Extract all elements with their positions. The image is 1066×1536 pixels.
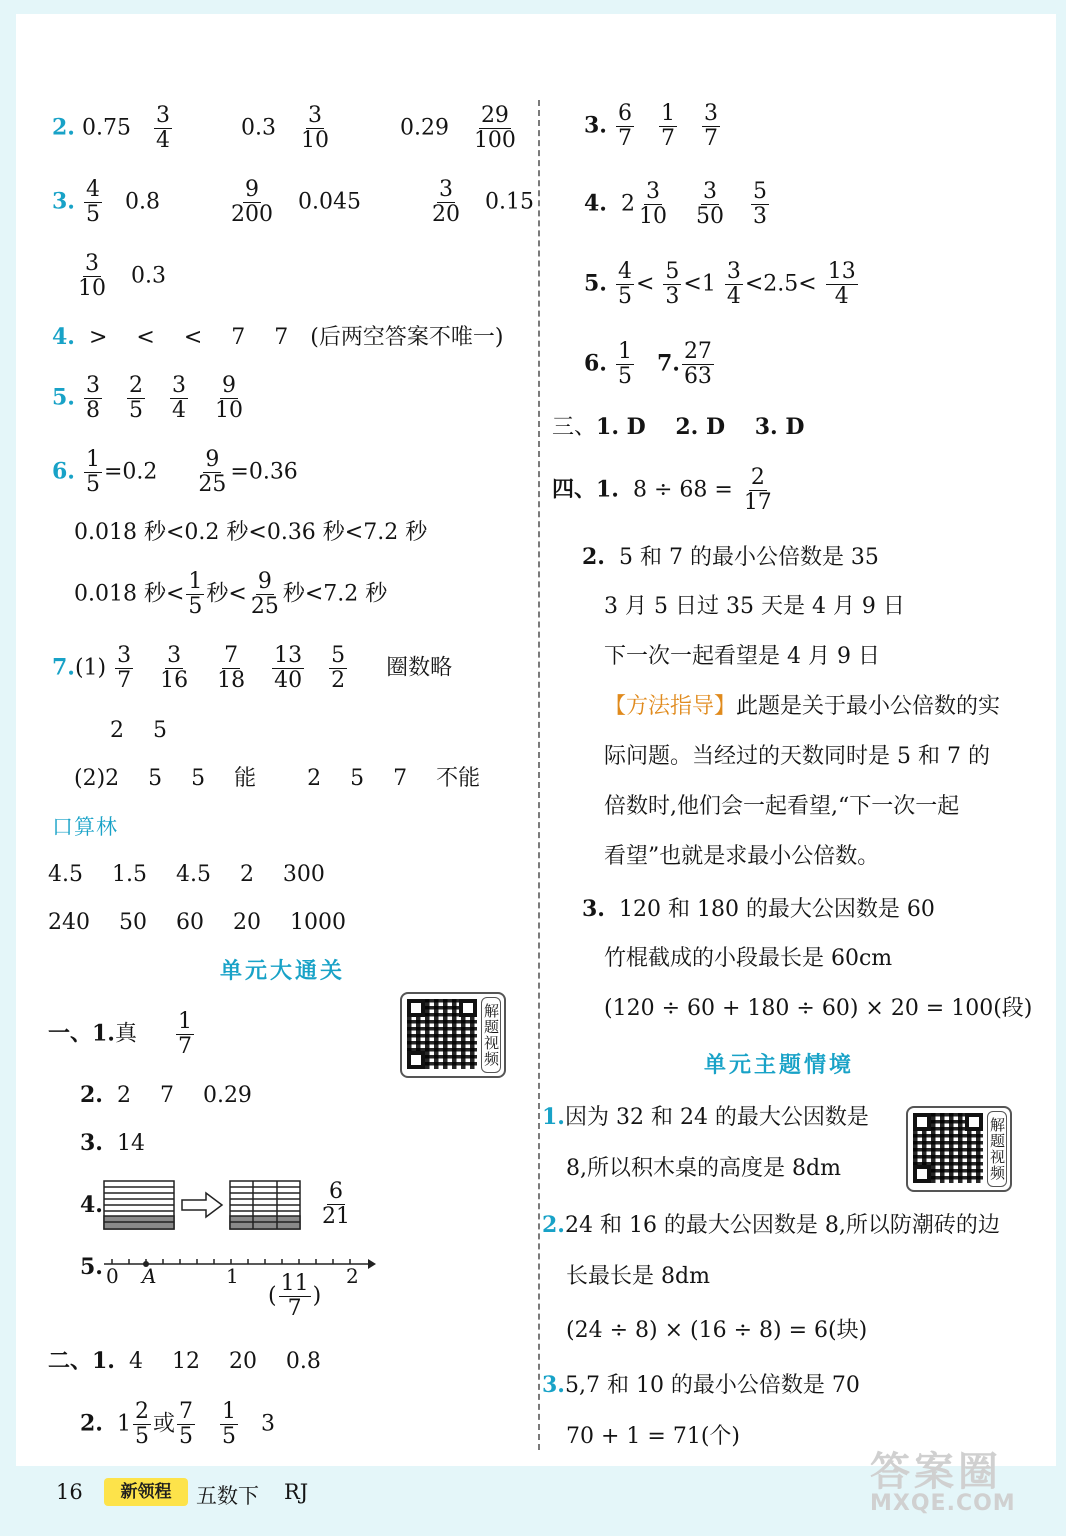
video-solution-label: 解题视频 (481, 997, 501, 1073)
qr-code[interactable] (400, 992, 506, 1078)
fraction: $\frac{4}{5}$ (617, 259, 632, 310)
fraction: $\frac{3}{4}$ (726, 259, 741, 310)
fraction: $\frac{1}{7}$ (660, 101, 675, 152)
fraction: $\frac{3}{50}$ (695, 179, 724, 230)
method-guide-line-2: 际问题。当经过的天数同时是 5 和 7 的 (604, 744, 990, 769)
fraction: $\frac{3}{10}$ (300, 103, 329, 154)
column-divider (538, 100, 540, 1450)
part-2-q2: 2. 1 $\frac{2}{5}$ 或 $\frac{7}{5}$ $\frac{1}{5}$ 3 (80, 1399, 275, 1450)
page-number: 16 (56, 1480, 83, 1504)
answer-r4: 4. 2 $\frac{3}{10}$ $\frac{3}{50}$ $\frac{5}{3}$ (584, 179, 767, 230)
fraction: $\frac{1}{5}$ (617, 339, 632, 390)
part-1-q5-answer: ( $\frac{11}{7}$ ) (268, 1271, 322, 1322)
part-1-q5-label: 5. (80, 1254, 103, 1280)
fraction: $\frac{5}{2}$ (331, 643, 346, 694)
fraction: $\frac{9}{200}$ (230, 177, 273, 228)
fraction: $\frac{11}{7}$ (280, 1271, 309, 1322)
answer-4: 4. > < < 7 7 (后两空答案不唯一) (52, 324, 504, 350)
fraction: $\frac{5}{3}$ (665, 259, 680, 310)
fraction: $\frac{6}{21}$ (322, 1179, 350, 1230)
part-4-q1: 四、1. 8 ÷ 68 = $\frac{2}{17}$ (552, 465, 772, 516)
part-1-q4-label: 4. (80, 1192, 103, 1218)
watermark: 答案圈 MXQE.COM (870, 1449, 1016, 1516)
part-4-q3-line-2: 竹棍截成的小段最长是 60cm (604, 946, 893, 971)
fraction: $\frac{5}{3}$ (752, 179, 767, 230)
part-4-q2-line-3: 下一次一起看望是 4 月 9 日 (604, 644, 880, 669)
part-2-q1: 二、1. 4 12 20 0.8 (48, 1348, 321, 1374)
fraction-grid-diagram (102, 1178, 302, 1232)
theme-q3-line-1: 3.5,7 和 10 的最小公倍数是 70 (542, 1372, 860, 1398)
theme-q3-line-2: 70 + 1 = 71(个) (566, 1424, 740, 1449)
mental-math-row-1: 4.5 1.5 4.5 2 300 (48, 862, 325, 887)
unit-theme-heading: 单元主题情境 (704, 1052, 855, 1078)
theme-q2-line-1: 2.24 和 16 的最大公因数是 8,所以防潮砖的边 (542, 1212, 1000, 1238)
answer-2: 2. 0.75 $\frac{3}{4}$ 0.3 $\frac{3}{10}$ 0.29 $\frac{29}{100}$ (52, 103, 516, 154)
part-1-q3: 3. 14 (80, 1130, 145, 1156)
fraction: $\frac{3}{7}$ (117, 643, 132, 694)
part-4-q3-line-1: 3. 120 和 180 的最大公因数是 60 (582, 896, 935, 922)
method-guide-line-4: 看望”也就是求最小公倍数。 (604, 844, 880, 869)
part-1-q4-answer (318, 1180, 354, 1229)
arrow-right-icon (182, 1193, 222, 1217)
method-guide-line-3: 倍数时,他们会一起看望,“下一次一起 (604, 794, 960, 819)
brand-badge: 新领程 (104, 1478, 188, 1506)
answer-3: 3. $\frac{4}{5}$ 0.8 $\frac{9}{200}$ 0.045 $\frac{3}{20}$ 0.15 (52, 177, 534, 228)
fraction: $\frac{7}{18}$ (217, 643, 246, 694)
theme-q2-line-3: (24 ÷ 8) × (16 ÷ 8) = 6(块) (566, 1318, 868, 1343)
mental-math-title: 口算林 (52, 815, 118, 839)
fraction: $\frac{9}{25}$ (198, 447, 227, 498)
answer-r3: 3. $\frac{6}{7}$ $\frac{1}{7}$ $\frac{3}{7}$ (584, 101, 718, 152)
fraction: $\frac{3}{4}$ (171, 373, 186, 424)
number-line-tick-2: 2 (346, 1264, 359, 1288)
fraction: $\frac{13}{4}$ (827, 259, 856, 310)
edition-label: RJ (284, 1480, 309, 1504)
answer-3-cont: $\frac{3}{10}$ 0.3 (78, 251, 166, 302)
fraction: $\frac{3}{16}$ (160, 643, 189, 694)
method-guide: 【方法指导】此题是关于最小公倍数的实 (604, 694, 1001, 719)
fraction: $\frac{3}{7}$ (703, 101, 718, 152)
number-line-tick-0: 0 (106, 1264, 119, 1288)
fraction: $\frac{2}{5}$ (128, 373, 143, 424)
answer-6-order-1: 0.018 秒<0.2 秒<0.36 秒<7.2 秒 (74, 520, 428, 545)
fraction: $\frac{3}{20}$ (431, 177, 460, 228)
qr-code[interactable] (906, 1106, 1012, 1192)
answer-page (16, 14, 1056, 1466)
theme-q1-line-1: 1.因为 32 和 24 的最大公因数是 (542, 1104, 869, 1130)
answer-7-cont: 2 5 (110, 718, 167, 743)
fraction: $\frac{1}{5}$ (85, 447, 100, 498)
answer-r5: 5. $\frac{4}{5}$ < $\frac{5}{3}$ <1 $\frac{3}{4}$ <2.5< $\frac{13}{4}$ (584, 259, 856, 310)
theme-q1-line-2: 8,所以积木桌的高度是 8dm (566, 1156, 841, 1181)
answer-6-order-2: 0.018 秒< $\frac{1}{5}$ 秒< $\frac{9}{25}$ 秒<7.2 秒 (74, 569, 388, 620)
answer-5: 5. $\frac{3}{8}$ $\frac{2}{5}$ $\frac{3}{4}$ $\frac{9}{10}$ (52, 373, 243, 424)
fraction: $\frac{1}{7}$ (177, 1009, 192, 1060)
answer-7: 7.(1) $\frac{3}{7}$ $\frac{3}{16}$ $\frac{7}{18}$ $\frac{13}{40}$ $\frac{5}{2}$ 圈数略 (52, 643, 453, 694)
fraction: $\frac{1}{5}$ (188, 569, 203, 620)
number-line-tick-1: 1 (226, 1264, 239, 1288)
fraction: $\frac{9}{25}$ (250, 569, 279, 620)
part-3-answers: 三、1. D 2. D 3. D (552, 414, 805, 440)
fraction: $\frac{2}{5}$ (134, 1399, 149, 1450)
answer-r6-r7: 6. $\frac{1}{5}$ 7. $\frac{27}{63}$ (584, 339, 712, 390)
answer-7-part-2: (2)2 5 5 能 2 5 7 不能 (74, 766, 481, 791)
fraction: $\frac{3}{10}$ (78, 251, 106, 302)
part-4-q2-line-2: 3 月 5 日过 35 天是 4 月 9 日 (604, 594, 905, 619)
fraction: $\frac{7}{5}$ (178, 1399, 193, 1450)
answer-6: 6. $\frac{1}{5}$ =0.2 $\frac{9}{25}$ =0.36 (52, 447, 298, 498)
video-solution-label: 解题视频 (987, 1111, 1007, 1187)
part-1-q2: 2. 2 7 0.29 (80, 1082, 252, 1108)
fraction: $\frac{3}{4}$ (155, 103, 170, 154)
unit-review-heading: 单元大通关 (220, 958, 346, 984)
fraction: $\frac{13}{40}$ (274, 643, 303, 694)
fraction: $\frac{29}{100}$ (473, 103, 516, 154)
fraction: $\frac{9}{10}$ (214, 373, 243, 424)
fraction: $\frac{3}{10}$ (638, 179, 667, 230)
fraction: $\frac{2}{17}$ (743, 465, 772, 516)
theme-q2-line-2: 长最长是 8dm (566, 1264, 710, 1289)
number-line-point-a: A (142, 1264, 157, 1288)
fraction: $\frac{3}{8}$ (85, 373, 100, 424)
fraction: $\frac{6}{7}$ (617, 101, 632, 152)
subject-label: 五数下 (196, 1484, 259, 1508)
part-4-q2-line-1: 2. 5 和 7 的最小公倍数是 35 (582, 544, 879, 570)
fraction: $\frac{1}{5}$ (221, 1399, 236, 1450)
mental-math-row-2: 240 50 60 20 1000 (48, 910, 346, 935)
part-4-q3-line-3: (120 ÷ 60 + 180 ÷ 60) × 20 = 100(段) (604, 996, 1033, 1021)
fraction: $\frac{27}{63}$ (683, 339, 712, 390)
part-1-q1: 一、1.真 $\frac{1}{7}$ (48, 1009, 192, 1060)
fraction: $\frac{4}{5}$ (85, 177, 100, 228)
